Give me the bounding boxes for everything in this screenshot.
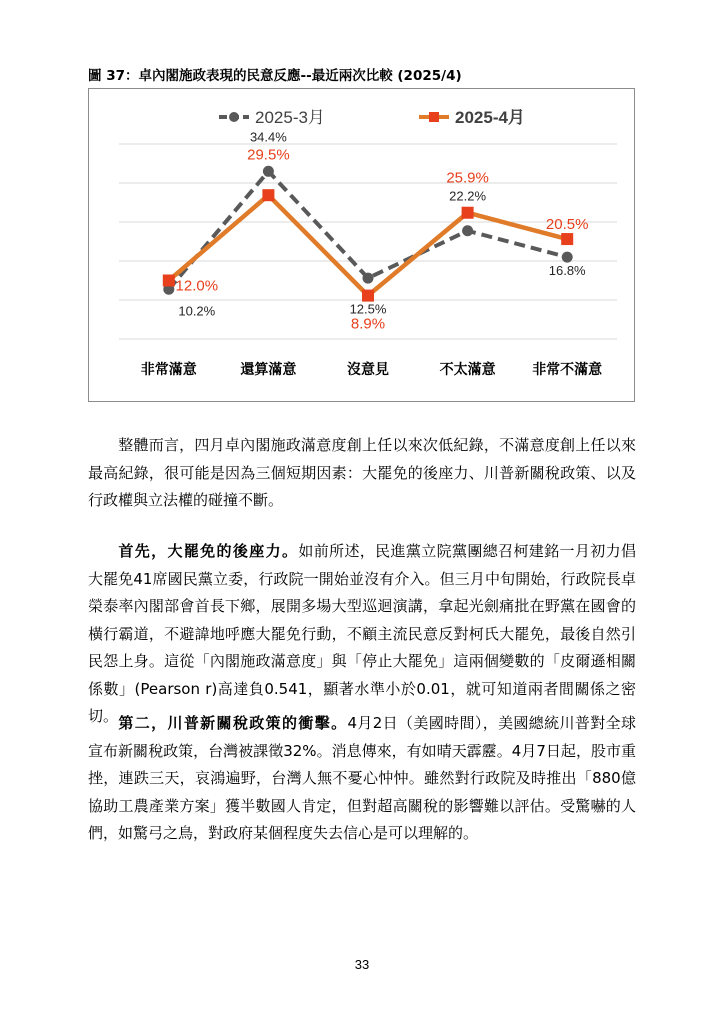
data-label: 16.8%	[548, 263, 586, 279]
data-point	[163, 275, 175, 287]
data-label: 8.9%	[350, 315, 386, 333]
paragraph-tariff	[88, 710, 636, 848]
data-point	[462, 225, 473, 236]
paragraph-lead: 首先，大罷免的後座力。	[118, 542, 299, 560]
data-point	[462, 207, 474, 219]
paragraph-text: 如前所述，民進黨立院黨團總召柯建銘一月初力倡大罷免41席國民黨立委，行政院一開始並沒有介入。但三月中旬開始，行政院長卓榮泰率內閣部會首長下鄉，展開多場大型巡迴演講，拿起光劍痛批在野黨在國會的橫行霸道，不避諱地呼應大罷免行動，不顧主流民意反對柯氏大罷免，最後自然引民怨上身。這從「內閣施政滿意度」與「停止大罷免」這兩個變數的「皮爾遜相關係數」(Pearson r)高達負0.541，顯著水準小於0.01，就可知道兩者間關係之密切。	[88, 542, 636, 725]
data-label: 12.5%	[349, 301, 387, 317]
data-label: 10.2%	[178, 303, 216, 319]
x-tick-label: 非常滿意	[140, 362, 197, 378]
x-tick-label: 還算滿意	[240, 362, 297, 378]
data-label: 34.4%	[249, 129, 287, 145]
line-chart	[88, 88, 635, 402]
legend-marker	[429, 112, 439, 122]
legend-marker	[229, 112, 239, 122]
data-point	[362, 290, 374, 302]
paragraph-text: 整體而言，四月卓內閣施政滿意度創上任以來次低紀錄，不滿意度創上任以來最高紀錄，很可能是因為三個短期因素：大罷免的後座力、川普新關稅政策、以及行政權與立法權的碰撞不斷。	[88, 436, 636, 509]
data-label: 25.9%	[446, 169, 489, 187]
page-number: 33	[354, 957, 370, 972]
data-label: 29.5%	[247, 146, 290, 164]
legend-label: 2025-4月	[455, 108, 525, 127]
chart-canvas	[89, 89, 636, 403]
data-label: 22.2%	[449, 188, 487, 204]
data-label: 20.5%	[545, 216, 589, 234]
data-point	[363, 273, 374, 284]
figure-caption: 圖 37：卓內閣施政表現的民意反應--最近兩次比較 (2025/4)	[88, 68, 462, 84]
paragraph-text: 4月2日（美國時間），美國總統川普對全球宣布新關稅政策，台灣被課徵32%。消息傳來，有如晴天霹靂。4月7日起，股市重挫，連跌三天，哀鴻遍野，台灣人無不憂心忡忡。雖然對行政院及時推出「880億協助工農產業方案」獲半數國人肯定，但對超高關稅的影響難以評估。受驚嚇的人們，如驚弓之鳥，對政府某個程度失去信心是可以理解的。	[88, 714, 636, 842]
x-tick-label: 非常不滿意	[532, 362, 603, 378]
paragraph-summary	[88, 432, 636, 515]
data-label: 12.0%	[175, 277, 219, 295]
data-point	[262, 189, 274, 201]
paragraph-lead: 第二，川普新關稅政策的衝擊。	[118, 714, 348, 732]
data-point	[561, 233, 573, 245]
x-tick-label: 不太滿意	[439, 362, 496, 378]
data-point	[562, 252, 573, 263]
data-point	[263, 166, 274, 177]
paragraph-recall	[88, 538, 636, 731]
x-tick-label: 沒意見	[347, 362, 389, 378]
legend-label: 2025-3月	[255, 108, 325, 127]
